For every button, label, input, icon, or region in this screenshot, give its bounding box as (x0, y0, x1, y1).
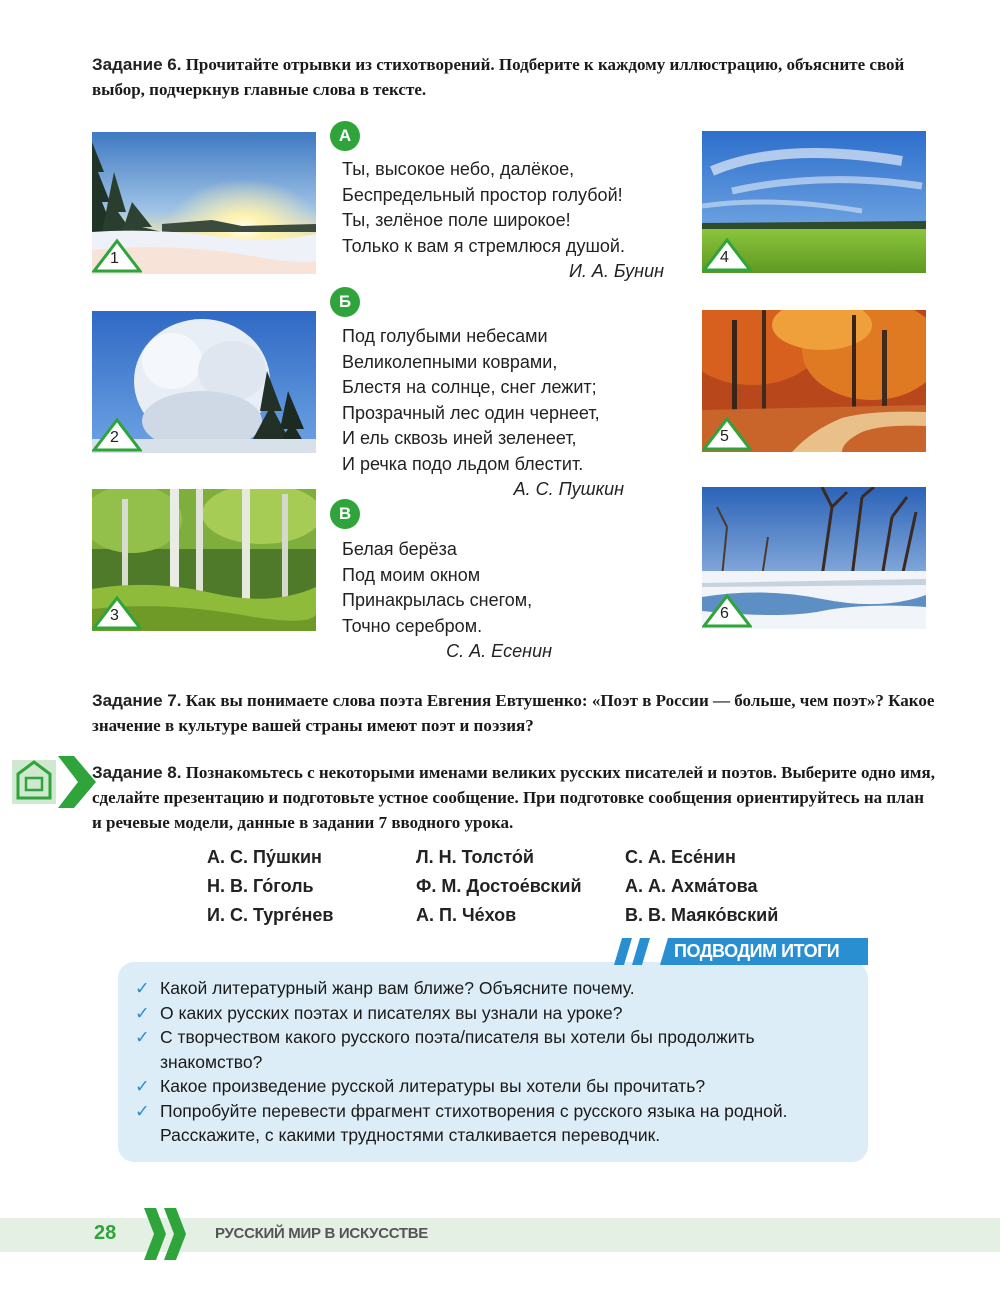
writer-name: А. С. Пу́шкин (207, 847, 322, 867)
task-7-text: Как вы понимаете слова поэта Евгения Евтушенко: «Поэт в России — больше, чем поэт»? Какое значение в культуре вашей страны имеют поэт и поэзия? (92, 691, 935, 735)
photo-1-number: 1 (110, 250, 119, 267)
poem-a (342, 157, 664, 285)
task-7-label: Задание 7. (92, 691, 182, 710)
poem-b-author: А. С. Пушкин (513, 479, 624, 499)
task-8-label: Задание 8. (92, 763, 182, 782)
writer-name: Ф. М. Достое́вский (416, 876, 582, 896)
photo-5-autumn-path (702, 310, 926, 452)
task-8 (92, 760, 937, 835)
poem-line: Только к вам я стремлюся душой. (342, 235, 625, 256)
check-icon: ✓ (135, 1002, 150, 1023)
writer-name: И. С. Турге́нев (207, 905, 334, 925)
summary-title: ПОДВОДИМ ИТОГИ (674, 941, 840, 961)
writer-name: А. А. Ахма́това (625, 876, 758, 896)
poem-v-author: С. А. Есенин (446, 641, 552, 661)
photo-3-green-forest (92, 489, 316, 631)
writer-name: А. П. Че́хов (416, 905, 517, 925)
task-6 (92, 52, 942, 102)
poem-line: Под моим окном (342, 564, 481, 585)
photo-2-frosted-birch (92, 311, 316, 453)
poem-line: Блестя на солнце, снег лежит; (342, 377, 597, 397)
writers-column-2 (416, 843, 582, 930)
poem-line: Под голубыми небесами (342, 326, 548, 346)
photo-6-number: 6 (720, 605, 729, 622)
poem-a-badge: А (330, 121, 360, 151)
footer-section-title: РУССКИЙ МИР В ИСКУССТВЕ (215, 1225, 429, 1242)
writer-name: Л. Н. Толсто́й (416, 847, 534, 867)
poem-line: Принакрылась снегом, (342, 590, 533, 610)
writer-name: С. А. Есе́нин (625, 847, 736, 867)
summary-box (118, 962, 868, 1162)
photo-2-number: 2 (110, 429, 119, 446)
photo-4-summer-field (702, 131, 926, 273)
writer-name: Н. В. Го́голь (207, 876, 314, 896)
photo-6-winter-river (702, 487, 926, 629)
summary-item: ✓ Попробуйте перевести фрагмент стихотворения с русского языка на родной. Расскажите, с какими трудностями сталкивается переводчик. (135, 1100, 788, 1145)
summary-item: ✓ Какой литературный жанр вам ближе? Объясните почему. (160, 976, 850, 1001)
summary-item: ✓ С творчеством какого русского поэта/писателя вы хотели бы продолжить знакомство? (135, 1027, 755, 1072)
check-icon: ✓ (135, 1027, 150, 1047)
poem-v-badge: В (330, 499, 360, 529)
writers-column-1 (207, 843, 333, 930)
writer-name: В. В. Маяко́вский (625, 905, 779, 925)
poem-a-author: И. А. Бунин (568, 261, 664, 281)
poem-line: Ты, зелёное поле широкое! (342, 210, 571, 230)
poem-line: И ель сквозь иней зеленеет, (342, 428, 577, 448)
check-icon: ✓ (135, 1076, 150, 1096)
photo-5-number: 5 (720, 428, 729, 445)
summary-header (612, 938, 868, 965)
footer-chevrons-icon (140, 1208, 190, 1265)
summary-item: ✓ О каких русских поэтах и писателях вы узнали на уроке? (160, 1001, 850, 1026)
photo-3-number: 3 (110, 607, 119, 624)
poem-line: Прозрачный лес один чернеет, (342, 402, 600, 423)
summary-item: ✓ Какое произведение русской литературы вы хотели бы прочитать? (160, 1074, 850, 1099)
poem-line: Великолепными коврами, (342, 351, 558, 372)
poem-b-badge: Б (330, 287, 360, 317)
check-icon: ✓ (135, 1100, 150, 1121)
page-number: 28 (94, 1222, 117, 1244)
check-icon: ✓ (135, 978, 150, 998)
poem-v (342, 537, 552, 665)
homework-house-icon (12, 754, 96, 810)
task-7 (92, 688, 937, 738)
poem-line: Беспредельный простор голубой! (342, 184, 623, 205)
writers-column-3 (625, 843, 778, 930)
poem-line: И речка подо льдом блестит. (342, 453, 584, 474)
task-6-text: Прочитайте отрывки из стихотворений. Подберите к каждому иллюстрацию, объясните свой выбор, подчеркнув главные слова в тексте. (92, 55, 905, 99)
task-8-text: Познакомьтесь с некоторыми именами великих русских писателей и поэтов. Выберите одно имя, сделайте презентацию и подготовьте устное сообщение. При подготовке сообщения ориентируйтесь на план и речевые модели, данные в задании 7 вводного урока. (92, 763, 935, 832)
poem-line: Белая берёза (342, 539, 457, 559)
poem-line: Точно серебром. (342, 615, 483, 636)
photo-1-winter-sunset (92, 132, 316, 274)
photo-4-number: 4 (720, 249, 729, 266)
task-6-label: Задание 6. (92, 55, 182, 74)
poem-b (342, 324, 624, 503)
poem-line: Ты, высокое небо, далёкое, (342, 159, 575, 179)
